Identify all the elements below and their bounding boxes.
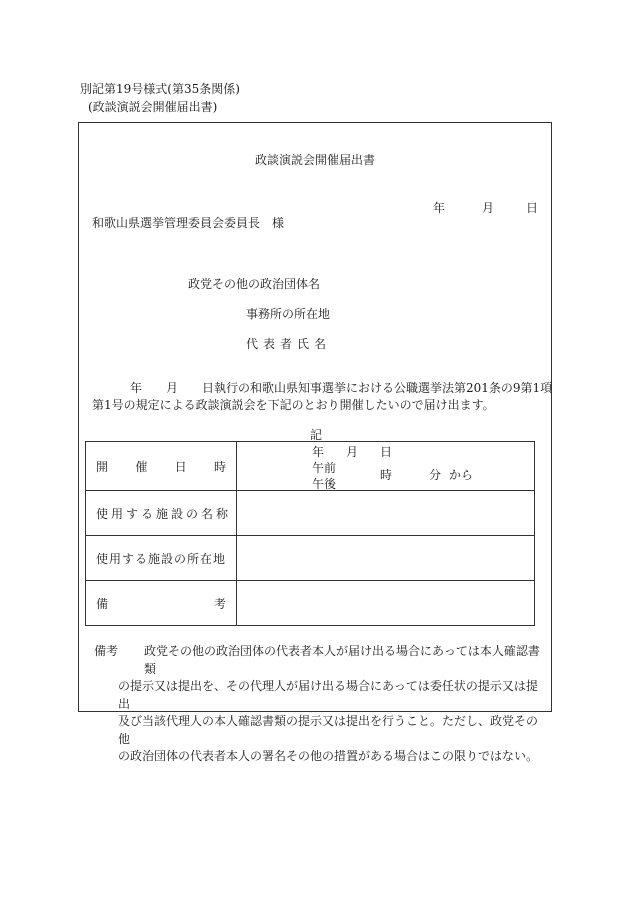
body-month: 月 <box>166 381 179 395</box>
label-char: 開 <box>96 459 109 474</box>
facility-address-value-cell <box>237 536 535 581</box>
table-row <box>86 442 535 491</box>
notes-value-cell <box>237 581 535 626</box>
dt-from: から <box>449 468 474 482</box>
body-line2: 第1号の規定による政談演説会を下記のとおり開催したいので届け出ます。 <box>92 398 495 412</box>
rep-char: 者 <box>279 337 292 351</box>
label-char: 考 <box>213 596 226 611</box>
remarks-text <box>118 643 544 766</box>
detail-table <box>85 441 535 626</box>
rep-char: 名 <box>313 337 326 351</box>
office-label: 事務所の所在地 <box>246 307 331 321</box>
remarks-line: の提示又は提出を、その代理人が届け出る場合にあっては委任状の提示又は提出 <box>118 679 538 711</box>
date-day: 日 <box>526 201 539 215</box>
facility-address-label: 使用する施設の所在地 <box>96 551 227 566</box>
ki-label: 記 <box>310 428 323 442</box>
facility-name-value-cell <box>237 491 535 536</box>
dt-month: 月 <box>346 445 359 459</box>
dt-day: 日 <box>380 445 393 459</box>
remarks-line: 及び当該代理人の本人確認書類の提示又は提出を行うこと。ただし、政党その他 <box>118 714 539 746</box>
body-year: 年 <box>130 381 143 395</box>
notes-label <box>86 595 236 612</box>
remarks-line: の政治団体の代表者本人の署名その他の措置がある場合はこの限りではない。 <box>118 749 539 763</box>
form-subtitle: (政談演説会開催届出書) <box>88 100 218 114</box>
rep-char: 表 <box>262 337 275 351</box>
org-name-label: 政党その他の政治団体名 <box>188 277 321 291</box>
table-row <box>86 581 535 626</box>
notes-label-cell <box>86 581 237 626</box>
date-month: 月 <box>482 201 495 215</box>
remarks-line: 政党その他の政治団体の代表者本人が届け出る場合にあっては本人確認書類 <box>144 644 540 676</box>
addressee: 和歌山県選挙管理委員会委員長 様 <box>92 216 285 230</box>
dt-pm: 午後 <box>312 477 337 491</box>
dt-am: 午前 <box>312 461 337 475</box>
table-row <box>86 536 535 581</box>
label-char: 日 <box>174 459 187 474</box>
dt-year: 年 <box>312 445 325 459</box>
representative-label <box>246 337 326 351</box>
form-number: 別記第19号様式(第35条関係) <box>80 82 240 96</box>
dt-minute: 分 <box>429 468 442 482</box>
label-char: 時 <box>213 459 226 474</box>
date-year: 年 <box>433 201 446 215</box>
facility-name-label-cell <box>86 491 237 536</box>
facility-address-label-cell <box>86 536 237 581</box>
datetime-label-cell <box>86 442 237 491</box>
label-char: 催 <box>135 459 148 474</box>
datetime-value-cell <box>237 442 535 491</box>
datetime-label <box>86 458 236 475</box>
remarks-head: 備考 <box>94 644 119 658</box>
rep-char: 代 <box>246 337 259 351</box>
document-title: 政談演説会開催届出書 <box>255 153 376 167</box>
facility-name-label: 使用する施設の名称 <box>96 506 232 521</box>
dt-hour: 時 <box>380 468 393 482</box>
table-row <box>86 491 535 536</box>
rep-char: 氏 <box>296 337 309 351</box>
label-char: 備 <box>96 596 109 611</box>
body-line1: 日執行の和歌山県知事選挙における公職選挙法第201条の9第1項 <box>202 381 553 395</box>
